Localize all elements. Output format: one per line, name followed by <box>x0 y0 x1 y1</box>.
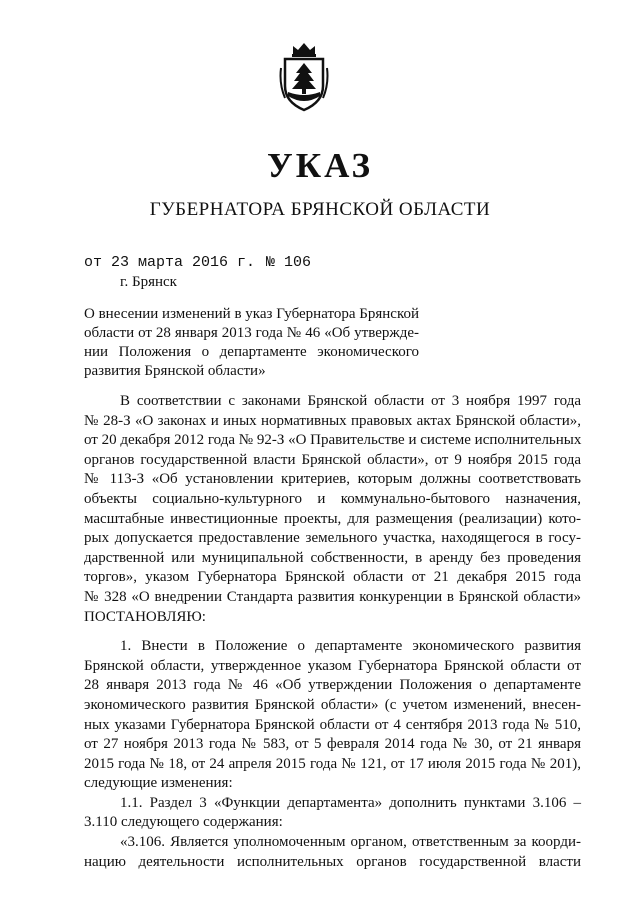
document-subtitle: ГУБЕРНАТОРА БРЯНСКОЙ ОБЛАСТИ <box>149 199 491 220</box>
item-1-1-line: 3.110 следующего содержания: <box>84 814 283 831</box>
subject-line: области от 28 января 2013 года № 46 «Об утвержде- <box>84 325 419 341</box>
item-1-line: 1. Внести в Положение о департаменте экономического развития <box>120 638 581 655</box>
preamble-line: В соответствии с законами Брянской области от 3 ноября 1997 года <box>120 393 581 409</box>
date-prefix: от <box>84 254 103 271</box>
preamble-line: № 328 «О внедрении Стандарта развития конкуренции в Брянской области» <box>84 588 581 605</box>
preamble-line: № 28-З «О законах и иных нормативных правовых актах Брянской области», <box>84 412 581 429</box>
document-date: 23 марта 2016 г. <box>111 254 256 271</box>
preamble-line: торгов», указом Губернатора Брянской области от 21 декабря 2015 года <box>84 569 581 586</box>
subject-line: нии Положения о департаменте экономического <box>84 344 419 360</box>
document-body <box>84 392 581 872</box>
preamble-line: рых допускается предоставление земельного участка, находящегося в госу- <box>84 530 581 547</box>
preamble-line: объекты социально-культурного и коммунально-бытового назначения, <box>84 490 581 507</box>
document-title: УКАЗ <box>267 146 373 185</box>
item-1-1-line: 1.1. Раздел 3 «Функции департамента» дополнить пунктами 3.106 – <box>120 794 581 811</box>
item-1-line: 28 января 2013 года № 46 «Об утверждении Положения о департаменте <box>84 677 581 694</box>
preamble-line: от 20 декабря 2012 года № 92-З «О Правительстве и системе исполнительных <box>84 432 582 449</box>
preamble-line: органов государственной власти Брянской области», от 9 ноября 2015 года <box>84 451 581 468</box>
item-1-line: следующие изменения: <box>84 775 233 792</box>
item-1-line: ных указами Губернатора Брянской области от 4 сентября 2013 года № 510, <box>84 716 581 733</box>
item-3-106-line: «3.106. Является уполномоченным органом, ответственным за коорди- <box>120 834 581 851</box>
item-1-line: экономического развития Брянской области» (с учетом изменений, внесен- <box>84 696 581 713</box>
document-city: г. Брянск <box>120 274 177 290</box>
date-line <box>84 254 312 271</box>
decree-word: ПОСТАНОВЛЯЮ: <box>84 608 206 625</box>
document-number: № 106 <box>266 254 312 271</box>
bryansk-coat-of-arms-icon <box>279 40 329 114</box>
document-subject <box>84 305 419 381</box>
subject-line: развития Брянской области» <box>84 363 266 379</box>
preamble-line: масштабные инвестиционные проекты, для размещения (реализации) кото- <box>84 510 581 527</box>
item-1-line: Брянской области, утвержденное указом Губернатора Брянской области от <box>84 657 581 674</box>
item-1-line: 2015 года № 18, от 24 апреля 2015 года № 121, от 17 июля 2015 года № 201), <box>84 755 581 772</box>
preamble-line: № 113-З «Об установлении критериев, которым должны соответствовать <box>84 471 581 488</box>
subject-line: О внесении изменений в указ Губернатора Брянской <box>84 306 419 322</box>
preamble-line: дарственной или муниципальной собственности, в аренду без проведения <box>84 549 581 566</box>
item-1-line: от 27 ноября 2013 года № 583, от 5 февраля 2014 года № 30, от 21 января <box>84 736 581 753</box>
item-3-106-line: нацию деятельности исполнительных органов государственной власти <box>84 853 581 870</box>
